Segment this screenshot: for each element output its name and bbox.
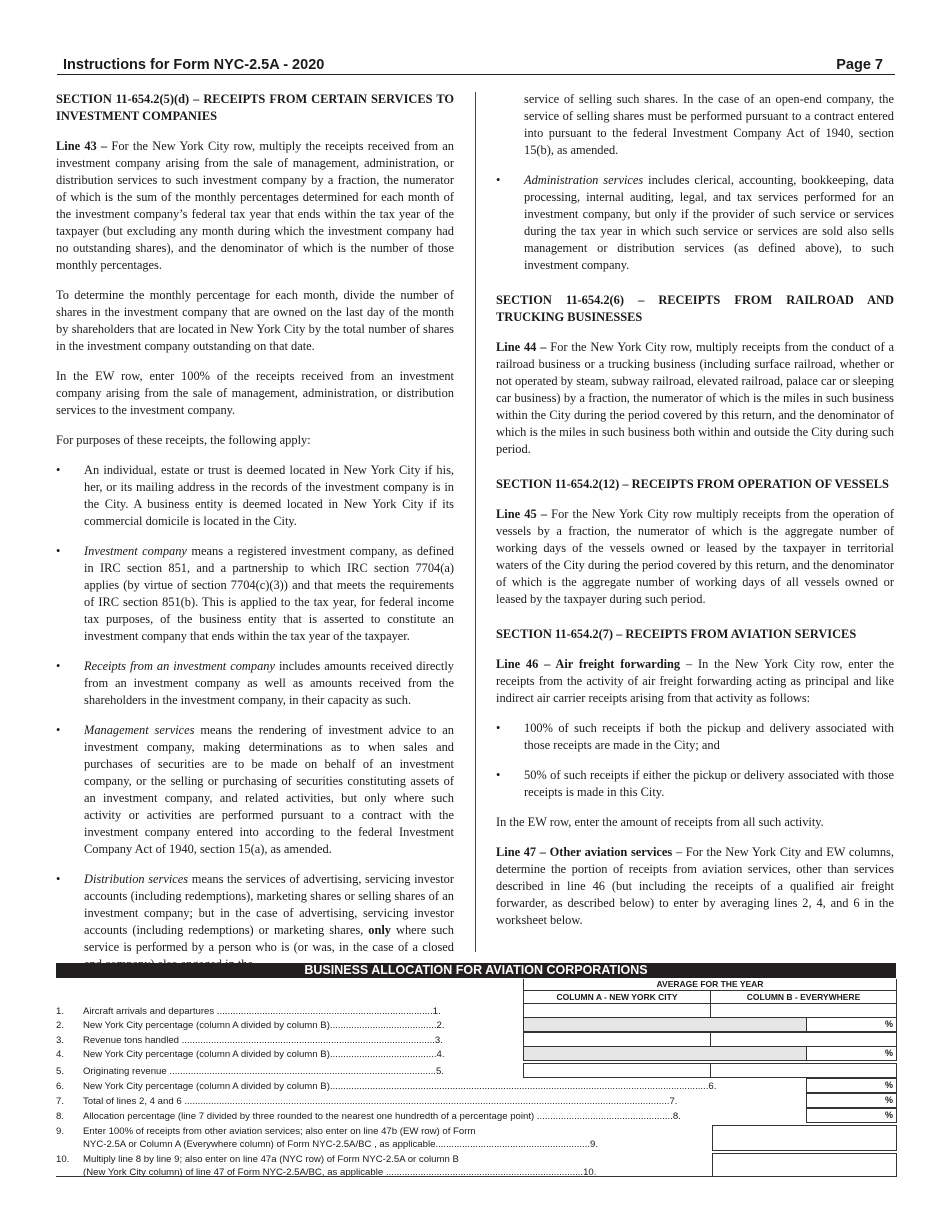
section-heading: SECTION 11-654.2(12) – RECEIPTS FROM OPERATION OF VESSELS [496, 477, 889, 491]
left-column [56, 91, 454, 986]
list-item [56, 658, 454, 709]
line-2-shaded-cell [523, 1017, 807, 1032]
bullet-list [496, 720, 894, 801]
line-6-percent-input[interactable] [806, 1078, 897, 1093]
line-7-percent-input[interactable] [806, 1093, 897, 1108]
worksheet-bottom-rule [56, 1176, 896, 1177]
row-label: Total of lines 2, 4 and 6 ......................................................................................................................................................................................7. [83, 1096, 678, 1107]
line-lead: Line 44 – [496, 340, 547, 354]
term: Investment company [84, 544, 187, 558]
right-column [496, 91, 894, 942]
line-8-percent-input[interactable] [806, 1108, 897, 1123]
list-text: means the services of advertising, servicing investor accounts (including redemptions), marketing shares or selling shares of an investment company; but in the case of advertising, servicing investor accounts (including redemptions) or marketing shares, [84, 872, 454, 937]
percent-sign: % [884, 1095, 893, 1105]
row-number: 5. [56, 1066, 65, 1077]
list-text: means a registered investment company, as defined in IRC section 851, and a partnership to which IRC section 7704(a) applies (by virtue of section 7704(c)(3)) and that meets the requirements of IRC section 851(b). This is applied to the tax year, for federal income tax purposes, of the business entity that is asserted to constitute an investment company that ends within the tax year of the taxpayer. [84, 544, 454, 643]
paragraph: In the EW row, enter the amount of receipts from all such activity. [496, 815, 824, 829]
bullet-list [56, 462, 454, 973]
list-text: includes amounts received directly from an investment company as well as amounts received from the shareholders in the investment company, in their capacity as such. [84, 659, 454, 707]
term: Receipts from an investment company [84, 659, 275, 673]
paragraph-line-43 [56, 138, 454, 274]
term: Management services [84, 723, 195, 737]
row-number: 10. [56, 1154, 70, 1165]
section-heading: SECTION 11-654.2(7) – RECEIPTS FROM AVIATION SERVICES [496, 627, 857, 641]
list-text: means the rendering of investment advice to an investment company, making determinations as to when sales and purchases of securities are to be made on behalf of an investment company, or the selling or purchasing of securities constituting assets of an investment company, and related activities, but only where such activity or activities are performed pursuant to a contract with the investment company entered into according to the federal Investment Company Act of 1940, section 15(a), as amended. [84, 723, 454, 856]
percent-sign: % [884, 1048, 893, 1058]
line-lead: Line 47 – Other aviation services [496, 845, 673, 859]
table-row [56, 1080, 896, 1094]
paragraph-line-45 [496, 506, 894, 608]
row-number: 1. [56, 1006, 65, 1017]
page-header [57, 56, 895, 75]
line-3-col-b-input[interactable] [710, 1032, 897, 1047]
paragraph: In the EW row, enter 100% of the receipts received from an investment company arising from the sale of management, administration, or distribution services to the investment company. [56, 369, 454, 417]
row-label-continued: (New York City column) of line 47 of Form NYC-2.5A/BC, as applicable ..........................................................................10. [83, 1167, 597, 1178]
document-title: Instructions for Form NYC-2.5A - 2020 [63, 57, 325, 73]
paragraph-line-44 [496, 339, 894, 458]
line-lead: Line 45 – [496, 507, 548, 521]
line-lead: Line 43 – [56, 139, 108, 153]
column-a-header: COLUMN A - NEW YORK CITY [523, 991, 711, 1004]
table-row [56, 1019, 896, 1033]
bullet-list [496, 172, 894, 274]
list-item-continued: service of selling such shares. In the case of an open-end company, the service of selling shares must be performed pursuant to a contract entered into pursuant to the federal Investment Company Act of 1940, section 15(b), as amended. [524, 92, 894, 157]
row-number: 8. [56, 1111, 65, 1122]
list-item: • 50% of such receipts if either the pickup or delivery associated with those receipts is made in this City. [496, 767, 894, 801]
list-item [56, 543, 454, 645]
list-item: • An individual, estate or trust is deemed located in New York City if his, her, or its mailing address in the records of the investment company is in the City. A business entity is deemed located in New York City if its commercial domicile is located in the City. [56, 462, 454, 530]
table-row [56, 1125, 896, 1153]
line-9-input[interactable] [712, 1125, 897, 1151]
row-label-continued: NYC-2.5A or Column A (Everywhere column) of Form NYC-2.5A/BC , as applicable..........................................................9. [83, 1139, 599, 1150]
row-label: Allocation percentage (line 7 divided by three rounded to the nearest one hundredth of a percentage point) ...................................................8. [83, 1111, 681, 1122]
term: Administration services [524, 173, 644, 187]
section-heading: SECTION 11-654.2(6) – RECEIPTS FROM RAILROAD AND TRUCKING BUSINESSES [496, 293, 894, 324]
line-5-col-b-input[interactable] [710, 1063, 897, 1078]
worksheet-title: BUSINESS ALLOCATION FOR AVIATION CORPORATIONS [56, 963, 896, 978]
paragraph: For purposes of these receipts, the following apply: [56, 433, 311, 447]
row-label: New York City percentage (column A divided by column B)..............................................................................................................................................6. [83, 1081, 717, 1092]
column-divider [475, 92, 476, 952]
row-label: New York City percentage (column A divided by column B)........................................2. [83, 1020, 445, 1031]
line-10-input[interactable] [712, 1153, 897, 1177]
list-text: includes clerical, accounting, bookkeeping, data processing, internal auditing, legal, and tax services performed for an investment company, but only if the provider of such service or services during the tax year in which such service or services are sold also sells management or distribution services (as defined above), to such investment company. [524, 173, 895, 272]
row-label: Multiply line 8 by line 9; also enter on line 47a (NYC row) of Form NYC-2.5A or column B [83, 1154, 459, 1165]
emphasis: only [368, 923, 391, 937]
row-label: Revenue tons handled ...............................................................................................3. [83, 1035, 443, 1046]
line-1-col-a-input[interactable] [523, 1003, 711, 1018]
term: Distribution services [84, 872, 189, 886]
row-number: 6. [56, 1081, 65, 1092]
paragraph-line-46 [496, 656, 894, 707]
table-row [56, 1048, 896, 1062]
row-number: 9. [56, 1126, 65, 1137]
row-number: 7. [56, 1096, 65, 1107]
line-4-percent-input[interactable] [806, 1046, 897, 1061]
row-number: 2. [56, 1020, 65, 1031]
row-label: Aircraft arrivals and departures .................................................................................1. [83, 1006, 441, 1017]
line-4-shaded-cell [523, 1046, 807, 1061]
row-number: 4. [56, 1049, 65, 1060]
line-lead: Line 46 – Air freight forwarding [496, 657, 681, 671]
percent-sign: % [884, 1110, 893, 1120]
row-label: New York City percentage (column A divided by column B)........................................4. [83, 1049, 445, 1060]
list-item: • 100% of such receipts if both the pickup and delivery associated with those receipts are made in the City; and [496, 720, 894, 754]
section-heading: SECTION 11-654.2(5)(d) – RECEIPTS FROM CERTAIN SERVICES TO INVESTMENT COMPANIES [56, 92, 454, 123]
percent-sign: % [884, 1019, 893, 1029]
percent-sign: % [884, 1080, 893, 1090]
row-number: 3. [56, 1035, 65, 1046]
line-3-col-a-input[interactable] [523, 1032, 711, 1047]
line-2-percent-input[interactable] [806, 1017, 897, 1032]
list-item [56, 871, 454, 973]
paragraph-text: For the New York City row, multiply receipts from the conduct of a railroad business or a trucking business (including surface railroad, whether or not operated by steam, subway railroad, elevated railroad, palace car or sleeping car business) by a fraction, the numerator of which is the miles in such business within the City during the period covered by this return, and the denominator of which is the miles in such business both within and outside the City during such period. [496, 340, 894, 456]
paragraph: To determine the monthly percentage for each month, divide the number of shares in the investment company that are owned on the last day of the month by shareholders that are located in New York City by the total number of shares in the investment company outstanding on that date. [56, 288, 454, 353]
row-label: Originating revenue ....................................................................................................5. [83, 1066, 444, 1077]
page-number: Page 7 [836, 57, 883, 73]
table-row [56, 1095, 896, 1109]
table-row [56, 1110, 896, 1124]
paragraph-text: – For the New York City and EW columns, determine the portion of receipts from aviation services, other than services described in line 46 (but including the receipts of a qualified air freight forwarder, as described below) to enter by averaging lines 2, 4, and 6 in the worksheet below. [496, 845, 894, 927]
paragraph-text: – In the New York City row, enter the receipts from the activity of air freight forwarding acting as principal and like indirect air carrier receipts arising from that activity as follows: [496, 657, 894, 705]
list-item [56, 722, 454, 858]
column-b-header: COLUMN B - EVERYWHERE [710, 991, 897, 1004]
line-1-col-b-input[interactable] [710, 1003, 897, 1018]
list-text: where such service is performed by a person who is (or was, in the case of a closed [84, 923, 454, 954]
line-5-col-a-input[interactable] [523, 1063, 711, 1078]
table-row [56, 1065, 896, 1079]
list-item [496, 172, 894, 274]
row-label: Enter 100% of receipts from other aviation services; also enter on line 47b (EW row) of Form [83, 1126, 476, 1137]
paragraph-line-47 [496, 844, 894, 929]
average-header: AVERAGE FOR THE YEAR [523, 979, 897, 991]
paragraph-text: For the New York City row, multiply the receipts received from an investment company arising from the sale of management, administration, or distribution services to such investment company by a fraction, the numerator of which is the sum of the monthly percentages determined for each month of the investment company’s federal tax year that ends within the tax year of the taxpayer (but excluding any month during which the investment company had no outstanding shares), and the denominator of which is the number of those monthly percentages. [56, 139, 454, 272]
paragraph-text: For the New York City row multiply receipts from the operation of vessels by a fraction, the numerator of which is the aggregate number of working days of the vessels owned or leased by the taxpayer in territorial waters of the City during the period covered by this return, and the denominator of which is the aggregate number of working days of all vessels owned or leased by the taxpayer during such period. [496, 507, 894, 606]
